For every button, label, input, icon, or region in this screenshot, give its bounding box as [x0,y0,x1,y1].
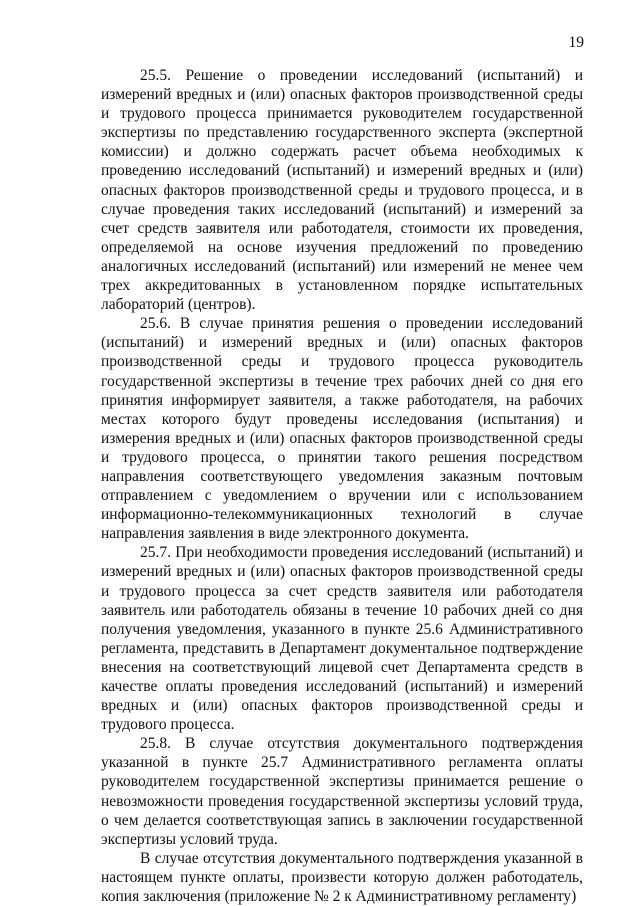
paragraph-25-8-continued: В случае отсутствия документального подтверждения указанной в настоящем пункте оплаты, произвести которую должен работодатель, копия заключения (приложение № 2 к Административному регламенту) [101,849,583,906]
paragraph-25-8: 25.8. В случае отсутствия документального подтверждения указанной в пункте 25.7 Административного регламента оплаты руководителем государственной экспертизы принимается решение о невозможности проведения государственной экспертизы условий труда, о чем делается соответствующая запись в заключении государственной экспертизы условий труда. [101,735,583,848]
paragraph-25-7: 25.7. При необходимости проведения исследований (испытаний) и измерений вредных и (или) опасных факторов производственной среды и трудового процесса за счет средств заявителя или работодателя заявитель или работодатель обязаны в течение 10 рабочих дней со дня получения уведомления, указанного в пункте 25.6 Административного регламента, представить в Департамент документальное подтверждение внесения на соответствующий лицевой счет Департамента средств в качестве оплаты проведения исследований (испытаний) и измерений вредных и (или) опасных факторов производственной среды и трудового процесса. [101,544,583,734]
document-body [101,66,583,906]
page-number: 19 [568,34,584,51]
paragraph-25-5: 25.5. Решение о проведении исследований (испытаний) и измерений вредных и (или) опасных факторов производственной среды и трудового процесса принимается руководителем государственной экспертизы по представлению государственного эксперта (экспертной комиссии) и должно содержать расчет объема необходимых к проведению исследований (испытаний) и измерений вредных и (или) опасных факторов производственной среды и трудового процесса, и в случае проведения таких исследований (испытаний) и измерений за счет средств заявителя или работодателя, стоимости их проведения, определяемой на основе изучения предложений по проведению аналогичных исследований (испытаний) или измерений не менее чем трех аккредитованных в установленном порядке испытательных лабораторий (центров). [101,67,583,314]
paragraph-25-6: 25.6. В случае принятия решения о проведении исследований (испытаний) и измерений вредных и (или) опасных факторов производственной среды и трудового процесса руководитель государственной экспертизы в течение трех рабочих дней со дня его принятия информирует заявителя, а также работодателя, на рабочих местах которого будут проведены исследования (испытания) и измерения вредных и (или) опасных факторов производственной среды и трудового процесса, о принятии такого решения посредством направления соответствующего уведомления заказным почтовым отправлением с уведомлением о вручении или с использованием информационно-телекоммуникационных технологий в случае направления заявления в виде электронного документа. [101,315,583,543]
